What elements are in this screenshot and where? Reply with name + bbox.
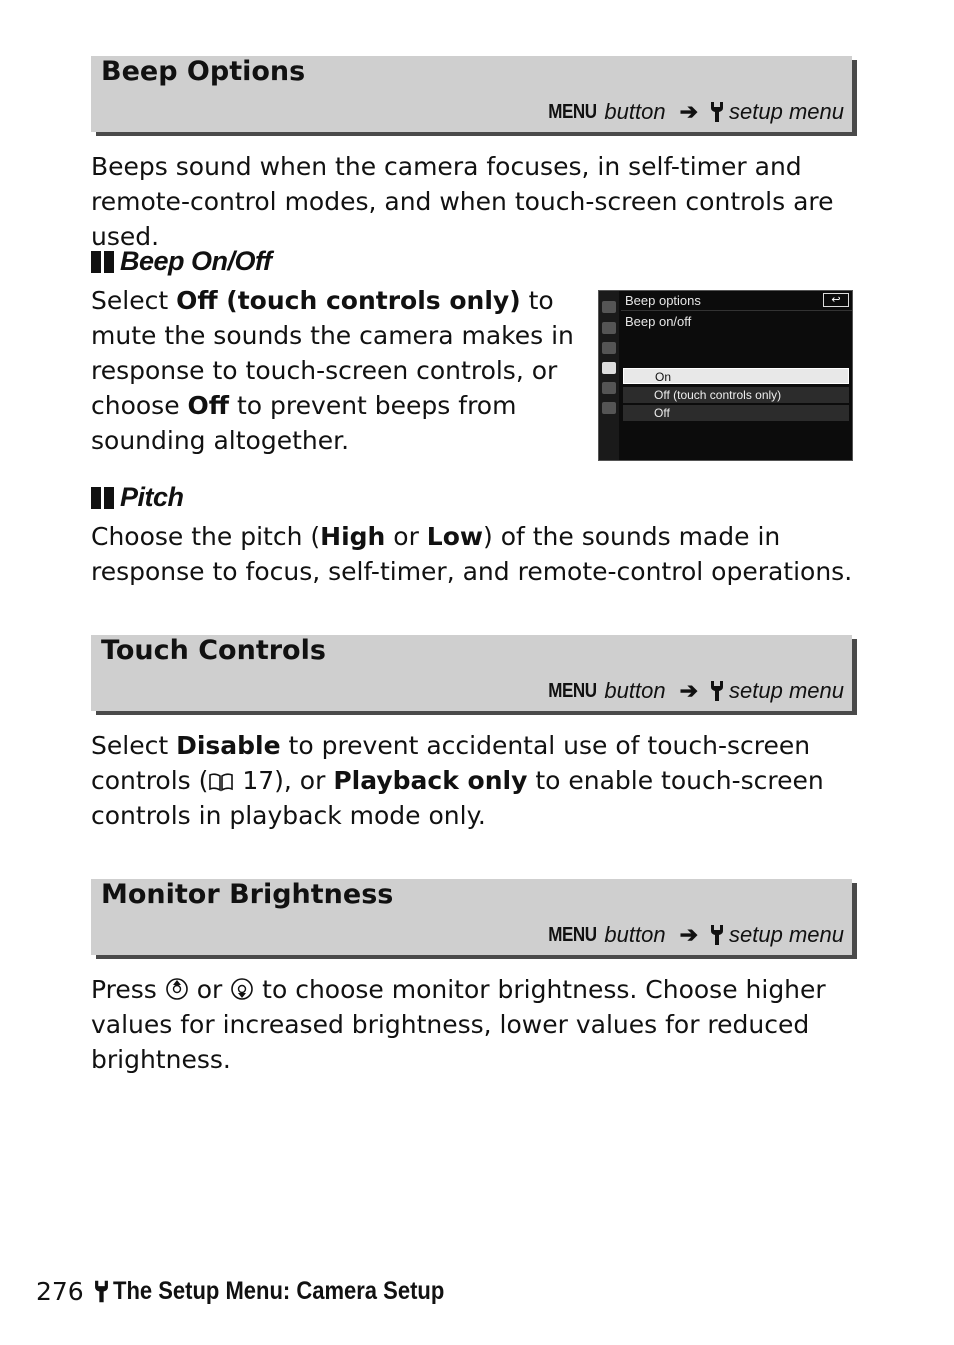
page-footer bbox=[36, 1277, 489, 1306]
camera-tab-icon bbox=[602, 322, 616, 334]
option-off-touch: Off (touch controls only) bbox=[176, 286, 521, 315]
my-menu-tab-icon bbox=[602, 402, 616, 414]
footer-title: The Setup Menu: Camera Setup bbox=[112, 1277, 444, 1305]
text-run: Press bbox=[91, 975, 165, 1004]
heading-bars-icon bbox=[91, 487, 114, 509]
wrench-tab-icon bbox=[602, 362, 616, 374]
camera-menu-screenshot bbox=[598, 290, 853, 461]
menu-path bbox=[544, 678, 844, 704]
touch-controls-header bbox=[91, 635, 852, 711]
book-page-ref-icon bbox=[208, 772, 234, 792]
beep-onoff-heading bbox=[91, 246, 272, 277]
multi-selector-down-icon bbox=[230, 977, 254, 1001]
wrench-icon bbox=[710, 924, 724, 946]
text-run: ) of the sounds made in response to focus, self-timer, and remote-control operations. bbox=[91, 522, 853, 586]
multi-selector-up-icon bbox=[165, 977, 189, 1001]
menu-path-dest: setup menu bbox=[729, 99, 844, 124]
beep-options-header bbox=[91, 56, 852, 132]
screen-option-off-touch: Off (touch controls only) bbox=[623, 387, 849, 403]
text-run: or bbox=[188, 975, 231, 1004]
menu-path-dest: setup menu bbox=[729, 922, 844, 947]
menu-path-button: button bbox=[604, 922, 666, 947]
text-run: or bbox=[385, 522, 427, 551]
option-disable: Disable bbox=[176, 731, 281, 760]
text-run: Select bbox=[91, 731, 177, 760]
screen-menu-title: Beep options bbox=[625, 293, 701, 308]
wrench-icon bbox=[710, 101, 724, 123]
playback-tab-icon bbox=[602, 301, 616, 313]
arrow-right-icon: ➔ bbox=[679, 99, 699, 124]
text-run: to prevent accidental use of touch-screen controls ( bbox=[91, 731, 811, 795]
text-run: to enable touch-screen controls in playback mode only. bbox=[91, 766, 824, 830]
text-run: Select bbox=[91, 286, 177, 315]
text-run: to mute the sounds the camera makes in response to touch-screen controls, or choose bbox=[91, 286, 574, 420]
menu-key-label: MENU bbox=[547, 923, 597, 946]
screen-option-off: Off bbox=[623, 405, 849, 421]
screen-option-on: On bbox=[623, 368, 849, 384]
menu-path-button: button bbox=[604, 99, 666, 124]
touch-controls-text bbox=[91, 728, 866, 833]
beep-onoff-text bbox=[91, 283, 581, 458]
wrench-icon bbox=[710, 680, 724, 702]
monitor-brightness-text bbox=[91, 972, 866, 1077]
text-run: Choose the pitch ( bbox=[91, 522, 321, 551]
pitch-heading-text: Pitch bbox=[120, 482, 184, 512]
pencil-tab-icon bbox=[602, 342, 616, 354]
menu-key-label: MENU bbox=[547, 100, 597, 123]
pitch-text bbox=[91, 519, 866, 589]
option-high: High bbox=[320, 522, 386, 551]
menu-path bbox=[544, 99, 844, 125]
section-title: Beep Options bbox=[101, 56, 306, 87]
menu-tab-column bbox=[599, 291, 619, 460]
menu-key-label: MENU bbox=[547, 679, 597, 702]
beep-onoff-heading-text: Beep On/Off bbox=[120, 246, 272, 276]
page-number: 276 bbox=[36, 1277, 84, 1306]
monitor-brightness-header bbox=[91, 879, 852, 955]
wrench-icon bbox=[94, 1279, 109, 1304]
arrow-right-icon: ➔ bbox=[679, 678, 699, 703]
screen-divider bbox=[621, 310, 852, 311]
text-run: 17), or bbox=[234, 766, 334, 795]
menu-path bbox=[544, 922, 844, 948]
option-off: Off bbox=[187, 391, 230, 420]
option-playback-only: Playback only bbox=[333, 766, 528, 795]
menu-path-button: button bbox=[604, 678, 666, 703]
text-run: to choose monitor brightness. Choose higher values for increased brightness, lower values for reduced brightness. bbox=[91, 975, 826, 1074]
beep-intro: Beeps sound when the camera focuses, in self-timer and remote-control modes, and when touch-screen controls are used. bbox=[91, 152, 834, 251]
section-title: Monitor Brightness bbox=[101, 879, 394, 910]
pitch-heading bbox=[91, 482, 184, 513]
retouch-tab-icon bbox=[602, 382, 616, 394]
menu-path-dest: setup menu bbox=[729, 678, 844, 703]
screen-item-title: Beep on/off bbox=[625, 314, 692, 329]
back-icon: ↩ bbox=[823, 293, 849, 307]
text-run: to prevent beeps from sounding altogether. bbox=[91, 391, 517, 455]
arrow-right-icon: ➔ bbox=[679, 922, 699, 947]
heading-bars-icon bbox=[91, 251, 114, 273]
option-low: Low bbox=[426, 522, 483, 551]
section-title: Touch Controls bbox=[101, 635, 326, 666]
